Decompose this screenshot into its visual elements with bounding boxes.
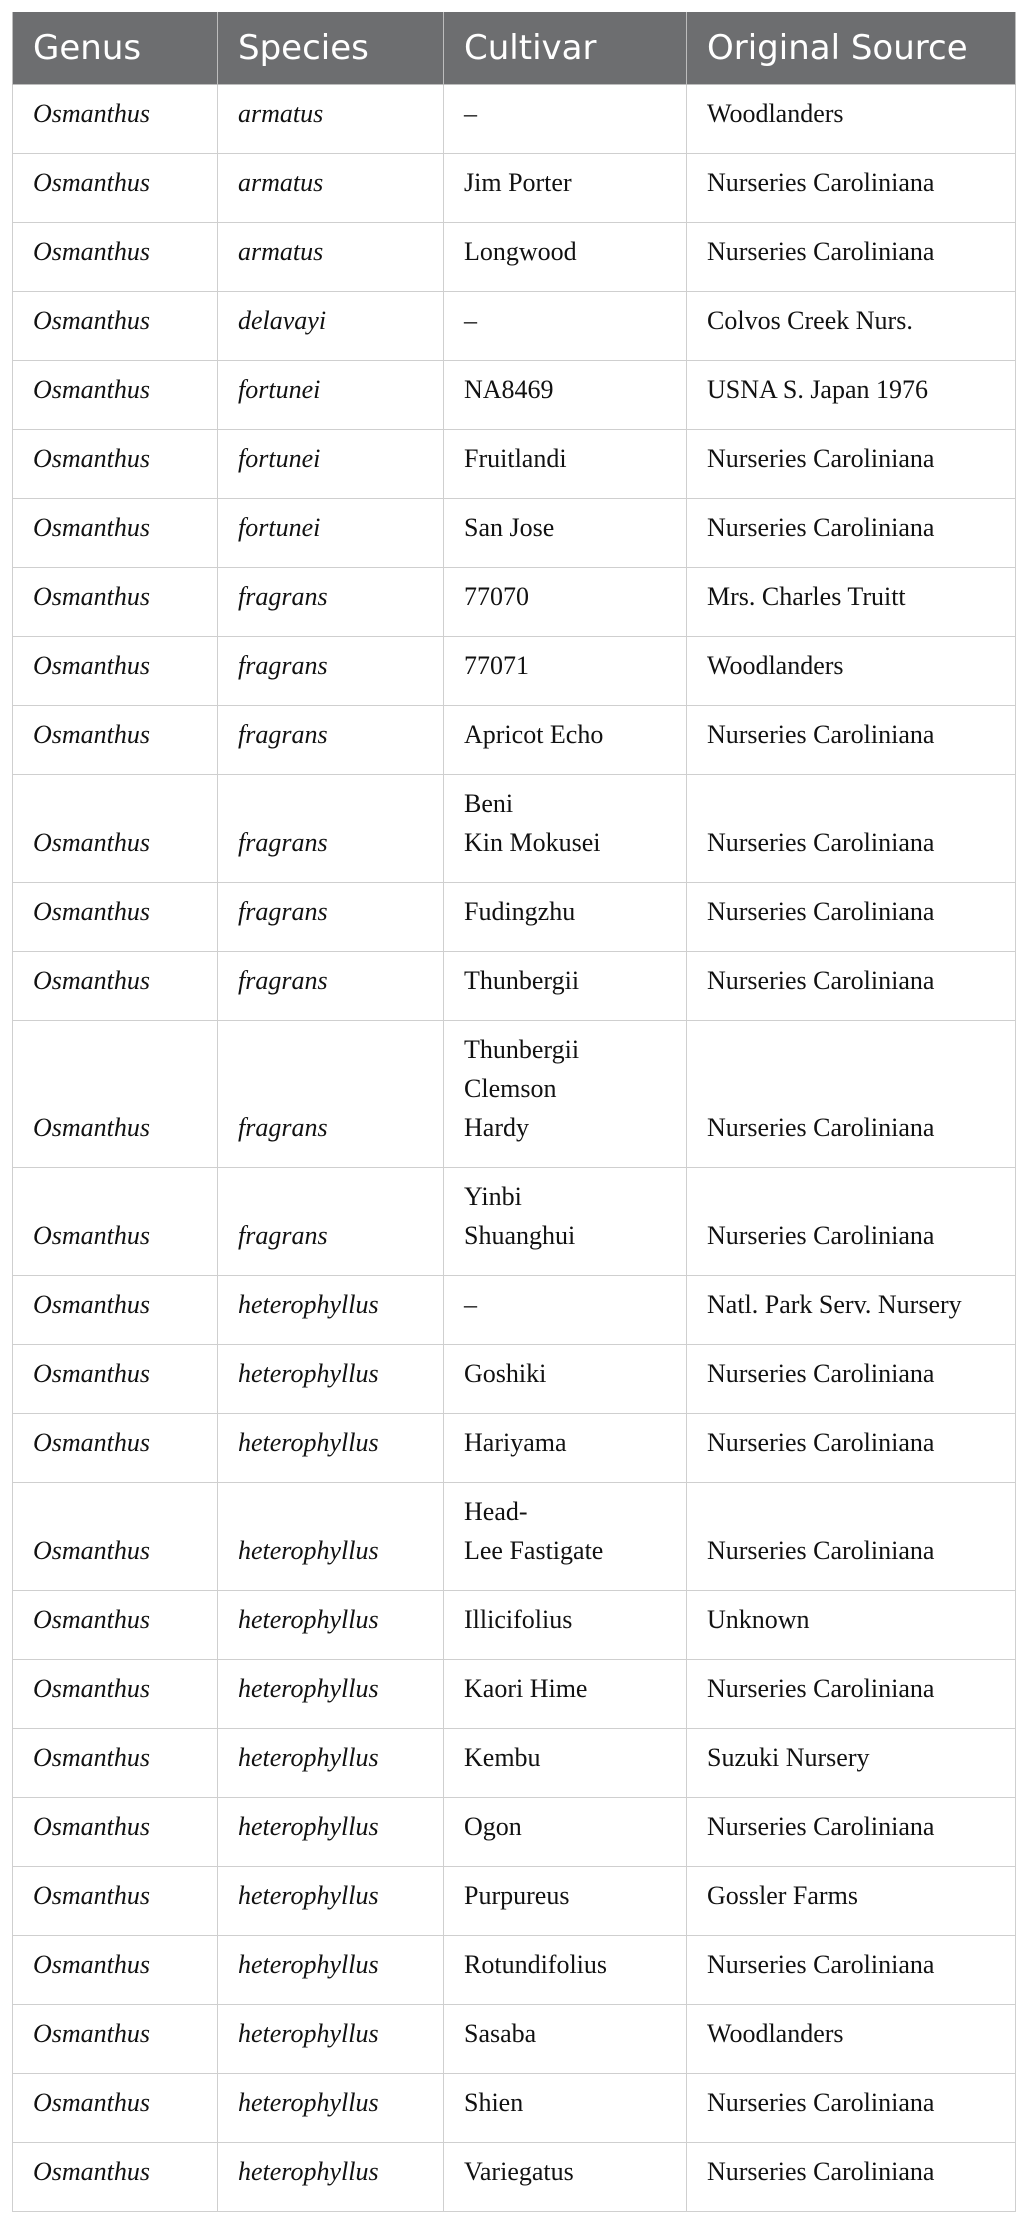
species-cell: fortunei bbox=[218, 361, 444, 430]
table-row bbox=[13, 568, 1016, 637]
genus-cell: Osmanthus bbox=[13, 430, 218, 499]
species-cell: heterophyllus bbox=[218, 1591, 444, 1660]
cultivar-cell: 77071 bbox=[444, 637, 687, 706]
cultivar-cell: Kaori Hime bbox=[444, 1660, 687, 1729]
genus-cell: Osmanthus bbox=[13, 1729, 218, 1798]
species-cell: heterophyllus bbox=[218, 2074, 444, 2143]
source-cell: Woodlanders bbox=[687, 2005, 1016, 2074]
cultivar-cell: Illicifolius bbox=[444, 1591, 687, 1660]
genus-cell: Osmanthus bbox=[13, 1798, 218, 1867]
cultivar-cell: Sasaba bbox=[444, 2005, 687, 2074]
cultivar-cell: Shien bbox=[444, 2074, 687, 2143]
source-cell: Nurseries Caroliniana bbox=[687, 2143, 1016, 2212]
header-species: Species bbox=[218, 12, 444, 85]
species-cell: heterophyllus bbox=[218, 1867, 444, 1936]
genus-cell: Osmanthus bbox=[13, 499, 218, 568]
table-row bbox=[13, 1936, 1016, 2005]
species-cell: fragrans bbox=[218, 568, 444, 637]
genus-cell: Osmanthus bbox=[13, 1867, 218, 1936]
species-cell: heterophyllus bbox=[218, 1483, 444, 1591]
species-cell: delavayi bbox=[218, 292, 444, 361]
table-row bbox=[13, 1591, 1016, 1660]
species-cell: fragrans bbox=[218, 1021, 444, 1168]
header-cultivar: Cultivar bbox=[444, 12, 687, 85]
table-row bbox=[13, 706, 1016, 775]
cultivar-cell: Kembu bbox=[444, 1729, 687, 1798]
table-body bbox=[13, 85, 1016, 2212]
genus-cell: Osmanthus bbox=[13, 706, 218, 775]
source-cell: Nurseries Caroliniana bbox=[687, 1345, 1016, 1414]
table-row bbox=[13, 499, 1016, 568]
table-row bbox=[13, 1276, 1016, 1345]
source-cell: Natl. Park Serv. Nursery bbox=[687, 1276, 1016, 1345]
table-row bbox=[13, 1345, 1016, 1414]
source-cell: Woodlanders bbox=[687, 85, 1016, 154]
genus-cell: Osmanthus bbox=[13, 952, 218, 1021]
genus-cell: Osmanthus bbox=[13, 775, 218, 883]
cultivar-cell: Ogon bbox=[444, 1798, 687, 1867]
species-cell: heterophyllus bbox=[218, 1414, 444, 1483]
genus-cell: Osmanthus bbox=[13, 1276, 218, 1345]
table-row bbox=[13, 1168, 1016, 1276]
table-row bbox=[13, 775, 1016, 883]
source-cell: Nurseries Caroliniana bbox=[687, 775, 1016, 883]
cultivar-cell: Thunbergii Clemson Hardy bbox=[444, 1021, 687, 1168]
cultivar-cell: San Jose bbox=[444, 499, 687, 568]
table-row bbox=[13, 2005, 1016, 2074]
table-row bbox=[13, 952, 1016, 1021]
species-cell: fragrans bbox=[218, 775, 444, 883]
cultivar-table bbox=[12, 12, 1016, 2212]
genus-cell: Osmanthus bbox=[13, 292, 218, 361]
cultivar-cell: 77070 bbox=[444, 568, 687, 637]
genus-cell: Osmanthus bbox=[13, 883, 218, 952]
table-row bbox=[13, 883, 1016, 952]
source-cell: Nurseries Caroliniana bbox=[687, 1936, 1016, 2005]
species-cell: armatus bbox=[218, 154, 444, 223]
cultivar-cell: Thunbergii bbox=[444, 952, 687, 1021]
species-cell: heterophyllus bbox=[218, 2005, 444, 2074]
cultivar-cell: Jim Porter bbox=[444, 154, 687, 223]
table-row bbox=[13, 361, 1016, 430]
source-cell: Nurseries Caroliniana bbox=[687, 706, 1016, 775]
source-cell: Mrs. Charles Truitt bbox=[687, 568, 1016, 637]
genus-cell: Osmanthus bbox=[13, 1168, 218, 1276]
species-cell: armatus bbox=[218, 223, 444, 292]
species-cell: heterophyllus bbox=[218, 1345, 444, 1414]
species-cell: heterophyllus bbox=[218, 1276, 444, 1345]
cultivar-cell: Goshiki bbox=[444, 1345, 687, 1414]
cultivar-cell: – bbox=[444, 85, 687, 154]
genus-cell: Osmanthus bbox=[13, 1591, 218, 1660]
source-cell: Colvos Creek Nurs. bbox=[687, 292, 1016, 361]
cultivar-cell: Hariyama bbox=[444, 1414, 687, 1483]
cultivar-cell: Longwood bbox=[444, 223, 687, 292]
species-cell: fortunei bbox=[218, 430, 444, 499]
genus-cell: Osmanthus bbox=[13, 2143, 218, 2212]
source-cell: Nurseries Caroliniana bbox=[687, 1483, 1016, 1591]
table-row bbox=[13, 223, 1016, 292]
source-cell: Nurseries Caroliniana bbox=[687, 430, 1016, 499]
table-row bbox=[13, 2074, 1016, 2143]
source-cell: Nurseries Caroliniana bbox=[687, 1660, 1016, 1729]
table-row bbox=[13, 1798, 1016, 1867]
header-genus: Genus bbox=[13, 12, 218, 85]
source-cell: Nurseries Caroliniana bbox=[687, 1798, 1016, 1867]
species-cell: fragrans bbox=[218, 637, 444, 706]
table-row bbox=[13, 1867, 1016, 1936]
cultivar-cell: Rotundifolius bbox=[444, 1936, 687, 2005]
genus-cell: Osmanthus bbox=[13, 85, 218, 154]
table-row bbox=[13, 1414, 1016, 1483]
source-cell: Nurseries Caroliniana bbox=[687, 1168, 1016, 1276]
genus-cell: Osmanthus bbox=[13, 2074, 218, 2143]
species-cell: heterophyllus bbox=[218, 2143, 444, 2212]
genus-cell: Osmanthus bbox=[13, 1660, 218, 1729]
species-cell: heterophyllus bbox=[218, 1729, 444, 1798]
species-cell: fortunei bbox=[218, 499, 444, 568]
species-cell: heterophyllus bbox=[218, 1660, 444, 1729]
genus-cell: Osmanthus bbox=[13, 637, 218, 706]
species-cell: armatus bbox=[218, 85, 444, 154]
source-cell: Nurseries Caroliniana bbox=[687, 883, 1016, 952]
genus-cell: Osmanthus bbox=[13, 223, 218, 292]
source-cell: Nurseries Caroliniana bbox=[687, 1414, 1016, 1483]
cultivar-cell: Yinbi Shuanghui bbox=[444, 1168, 687, 1276]
source-cell: Suzuki Nursery bbox=[687, 1729, 1016, 1798]
genus-cell: Osmanthus bbox=[13, 1021, 218, 1168]
source-cell: Nurseries Caroliniana bbox=[687, 499, 1016, 568]
header-row bbox=[13, 12, 1016, 85]
cultivar-cell: Variegatus bbox=[444, 2143, 687, 2212]
table-row bbox=[13, 2143, 1016, 2212]
species-cell: fragrans bbox=[218, 706, 444, 775]
genus-cell: Osmanthus bbox=[13, 1414, 218, 1483]
table-row bbox=[13, 430, 1016, 499]
genus-cell: Osmanthus bbox=[13, 2005, 218, 2074]
cultivar-cell: – bbox=[444, 292, 687, 361]
source-cell: Nurseries Caroliniana bbox=[687, 952, 1016, 1021]
source-cell: Nurseries Caroliniana bbox=[687, 154, 1016, 223]
table-row bbox=[13, 1483, 1016, 1591]
table-row bbox=[13, 154, 1016, 223]
cultivar-cell: – bbox=[444, 1276, 687, 1345]
table-row bbox=[13, 1729, 1016, 1798]
cultivar-cell: Head- Lee Fastigate bbox=[444, 1483, 687, 1591]
cultivar-cell: Fruitlandi bbox=[444, 430, 687, 499]
species-cell: fragrans bbox=[218, 883, 444, 952]
genus-cell: Osmanthus bbox=[13, 1483, 218, 1591]
table-row bbox=[13, 637, 1016, 706]
source-cell: Unknown bbox=[687, 1591, 1016, 1660]
cultivar-cell: Apricot Echo bbox=[444, 706, 687, 775]
source-cell: Nurseries Caroliniana bbox=[687, 223, 1016, 292]
cultivar-cell: Fudingzhu bbox=[444, 883, 687, 952]
source-cell: USNA S. Japan 1976 bbox=[687, 361, 1016, 430]
genus-cell: Osmanthus bbox=[13, 1345, 218, 1414]
genus-cell: Osmanthus bbox=[13, 1936, 218, 2005]
table-row bbox=[13, 85, 1016, 154]
cultivar-cell: Beni Kin Mokusei bbox=[444, 775, 687, 883]
source-cell: Nurseries Caroliniana bbox=[687, 1021, 1016, 1168]
species-cell: heterophyllus bbox=[218, 1798, 444, 1867]
genus-cell: Osmanthus bbox=[13, 361, 218, 430]
header-original-source: Original Source bbox=[687, 12, 1016, 85]
table-row bbox=[13, 292, 1016, 361]
genus-cell: Osmanthus bbox=[13, 154, 218, 223]
genus-cell: Osmanthus bbox=[13, 568, 218, 637]
source-cell: Woodlanders bbox=[687, 637, 1016, 706]
species-cell: fragrans bbox=[218, 1168, 444, 1276]
cultivar-cell: NA8469 bbox=[444, 361, 687, 430]
source-cell: Nurseries Caroliniana bbox=[687, 2074, 1016, 2143]
source-cell: Gossler Farms bbox=[687, 1867, 1016, 1936]
table-row bbox=[13, 1021, 1016, 1168]
cultivar-cell: Purpureus bbox=[444, 1867, 687, 1936]
species-cell: fragrans bbox=[218, 952, 444, 1021]
cultivar-table-container bbox=[12, 12, 1015, 2212]
table-row bbox=[13, 1660, 1016, 1729]
species-cell: heterophyllus bbox=[218, 1936, 444, 2005]
